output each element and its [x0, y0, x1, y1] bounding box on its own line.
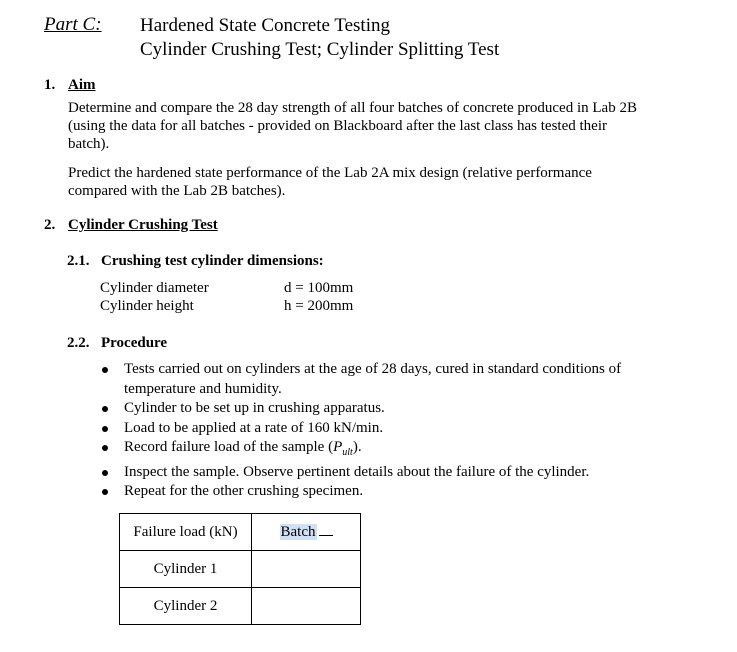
- procedure-step-4-var: P: [333, 439, 343, 455]
- procedure-step-1: Tests carried out on cylinders at the age of 28 days, cured in standard conditions of temperature and humidity.: [124, 361, 622, 397]
- title-line-2: Cylinder Crushing Test; Cylinder Splitting Test: [140, 39, 500, 60]
- procedure-step-4-sub: ult: [342, 447, 353, 458]
- batch-label[interactable]: Batch: [280, 524, 316, 540]
- list-item: [100, 438, 654, 463]
- section-2-heading: [44, 217, 218, 234]
- title-line-1: Hardened State Concrete Testing: [140, 15, 390, 36]
- list-item: [100, 463, 654, 483]
- failure-load-table: [119, 513, 361, 625]
- bullet-icon: [102, 489, 108, 495]
- part-label: Part C:: [44, 14, 102, 35]
- bullet-icon: [102, 367, 108, 373]
- section-2-title: Cylinder Crushing Test: [68, 217, 218, 233]
- table-header-row: [120, 514, 361, 551]
- subsection-2-1-number: 2.1.: [67, 253, 90, 269]
- table-row: [120, 588, 361, 625]
- list-item: [100, 482, 654, 502]
- aim-paragraph-1: Determine and compare the 28 day strength of all four batches of concrete produced in Lab 2B (using the data for all batches - provided on Blackboard after the last class has tested their batch).: [68, 100, 637, 152]
- subsection-2-1-heading: [67, 253, 324, 270]
- dimension-value-height: h = 200mm: [284, 298, 354, 314]
- list-item: [100, 419, 654, 439]
- section-1-heading: [44, 77, 96, 94]
- bullet-icon: [102, 426, 108, 432]
- section-1-title: Aim: [68, 77, 96, 93]
- batch-blank-line: [319, 523, 333, 536]
- subsection-2-2-number: 2.2.: [67, 335, 90, 351]
- table-row-label-cylinder-2: Cylinder 2: [120, 588, 252, 625]
- subsection-2-1-title: Crushing test cylinder dimensions:: [101, 253, 324, 269]
- subsection-2-2-title: Procedure: [101, 335, 168, 351]
- procedure-step-4-after: ).: [352, 439, 362, 455]
- procedure-step-5: Inspect the sample. Observe pertinent details about the failure of the cylinder.: [124, 463, 590, 480]
- subsection-2-2-heading: [67, 335, 167, 352]
- procedure-step-4-before: Record failure load of the sample (: [124, 439, 334, 455]
- table-row: [120, 551, 361, 588]
- procedure-step-3: Load to be applied at a rate of 160 kN/min.: [124, 419, 384, 436]
- table-cell-cylinder-1-value[interactable]: [252, 551, 361, 588]
- bullet-icon: [102, 406, 108, 412]
- dimension-value-diameter: d = 100mm: [284, 280, 354, 296]
- dimension-label-diameter: Cylinder diameter: [100, 280, 209, 296]
- section-1-number: 1.: [44, 77, 56, 93]
- part-title: [140, 14, 499, 62]
- procedure-step-2: Cylinder to be set up in crushing apparatus.: [124, 400, 385, 416]
- list-item: [100, 399, 654, 419]
- table-header-failure-load: Failure load (kN): [120, 514, 252, 551]
- table-row-label-cylinder-1: Cylinder 1: [120, 551, 252, 588]
- dimension-label-height: Cylinder height: [100, 298, 194, 314]
- table-cell-cylinder-2-value[interactable]: [252, 588, 361, 625]
- bullet-icon: [102, 470, 108, 476]
- table-header-batch[interactable]: [252, 514, 361, 551]
- procedure-list: [100, 360, 654, 502]
- section-2-number: 2.: [44, 217, 56, 233]
- bullet-icon: [102, 445, 108, 451]
- procedure-step-6: Repeat for the other crushing specimen.: [124, 483, 364, 499]
- list-item: [100, 360, 654, 399]
- aim-paragraph-2: Predict the hardened state performance of the Lab 2A mix design (relative performance compared with the Lab 2B batches).: [68, 165, 592, 199]
